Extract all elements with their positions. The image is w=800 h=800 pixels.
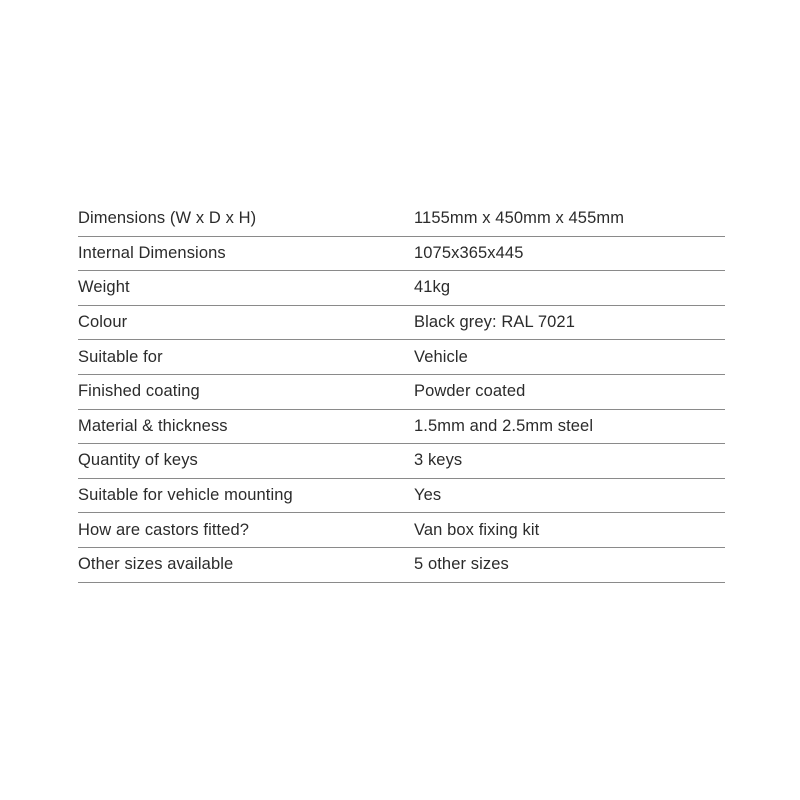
spec-label: Material & thickness [78, 416, 228, 435]
spec-label: Weight [78, 278, 130, 297]
spec-value: 1155mm x 450mm x 455mm [414, 209, 625, 228]
spec-label: How are castors fitted? [78, 520, 250, 539]
spec-label: Other sizes available [78, 555, 234, 574]
spec-value: Yes [414, 486, 442, 505]
spec-value: 1075x365x445 [414, 243, 524, 262]
spec-row-other-sizes [78, 548, 725, 583]
spec-row-castors [78, 513, 725, 548]
spec-label: Colour [78, 313, 128, 332]
spec-label: Suitable for [78, 347, 163, 366]
spec-value: Vehicle [414, 347, 468, 366]
spec-label: Dimensions (W x D x H) [78, 209, 257, 228]
spec-table [78, 202, 725, 583]
spec-row-finished-coating [78, 375, 725, 410]
spec-row-colour [78, 306, 725, 341]
spec-row-quantity-of-keys [78, 444, 725, 479]
spec-value: Black grey: RAL 7021 [414, 313, 575, 332]
spec-row-dimensions [78, 202, 725, 237]
spec-value: 41kg [414, 278, 451, 297]
spec-value: 3 keys [414, 451, 463, 470]
spec-value: 5 other sizes [414, 555, 509, 574]
spec-value: Powder coated [414, 382, 526, 401]
spec-row-suitable-for [78, 340, 725, 375]
spec-label: Suitable for vehicle mounting [78, 486, 293, 505]
spec-row-vehicle-mounting [78, 479, 725, 514]
spec-value: 1.5mm and 2.5mm steel [414, 416, 594, 435]
spec-label: Internal Dimensions [78, 243, 226, 262]
spec-row-internal-dimensions [78, 237, 725, 272]
spec-value: Van box fixing kit [414, 520, 540, 539]
spec-row-material-thickness [78, 410, 725, 445]
spec-label: Quantity of keys [78, 451, 198, 470]
spec-label: Finished coating [78, 382, 200, 401]
spec-row-weight [78, 271, 725, 306]
